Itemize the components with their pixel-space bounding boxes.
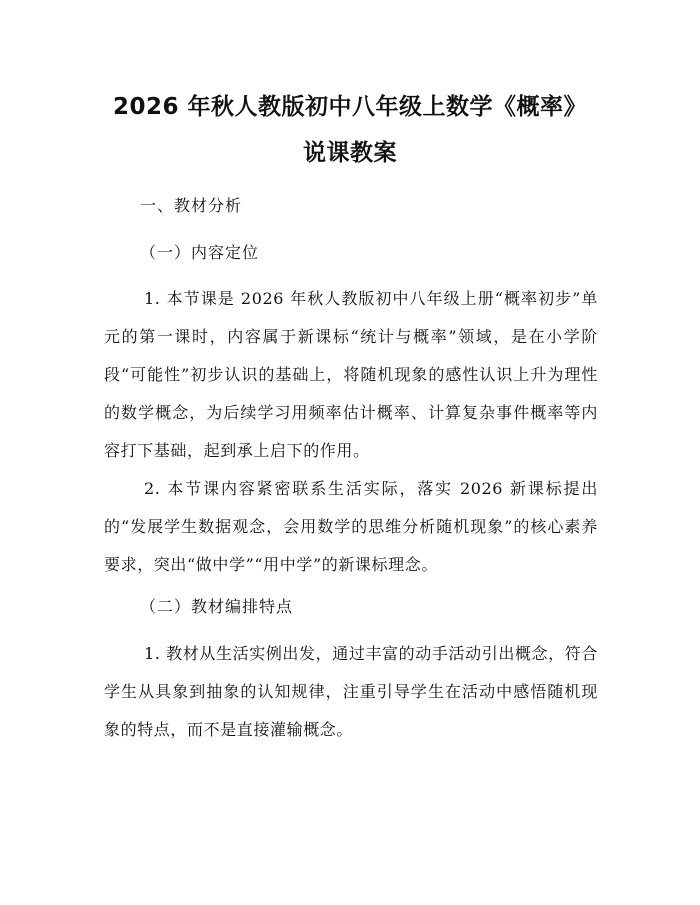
document-title-line-2: 说课教案 bbox=[303, 140, 397, 166]
paragraph-content-positioning-1: 1. 本节课是 2026 年秋人教版初中八年级上册“概率初步”单元的第一课时，内容属于新课标“统计与概率”领域，是在小学阶段“可能性”初步认识的基础上，将随机现象的感性认识上升为理性的数学概念，为后续学习用频率估计概率、计算复杂事件概率等内容打下基础，起到承上启下的作用。 bbox=[104, 289, 598, 460]
paragraph-content-positioning-2: 2. 本节课内容紧密联系生活实际，落实 2026 新课标提出的“发展学生数据观念，会用数学的思维分析随机现象”的核心素养要求，突出“做中学”“用中学”的新课标理念。 bbox=[104, 479, 598, 574]
subsection-heading-textbook-layout-features: （二）教材编排特点 bbox=[140, 597, 294, 616]
paragraph-textbook-layout-1: 1. 教材从生活实例出发，通过丰富的动手活动引出概念，符合学生从具象到抽象的认知规律，注重引导学生在活动中感悟随机现象的特点，而不是直接灌输概念。 bbox=[104, 644, 598, 739]
document-title-line-1: 2026 年秋人教版初中八年级上数学《概率》 bbox=[112, 94, 588, 120]
subsection-heading-content-positioning: （一）内容定位 bbox=[140, 243, 260, 262]
section-heading-teaching-material-analysis: 一、教材分析 bbox=[140, 196, 243, 215]
